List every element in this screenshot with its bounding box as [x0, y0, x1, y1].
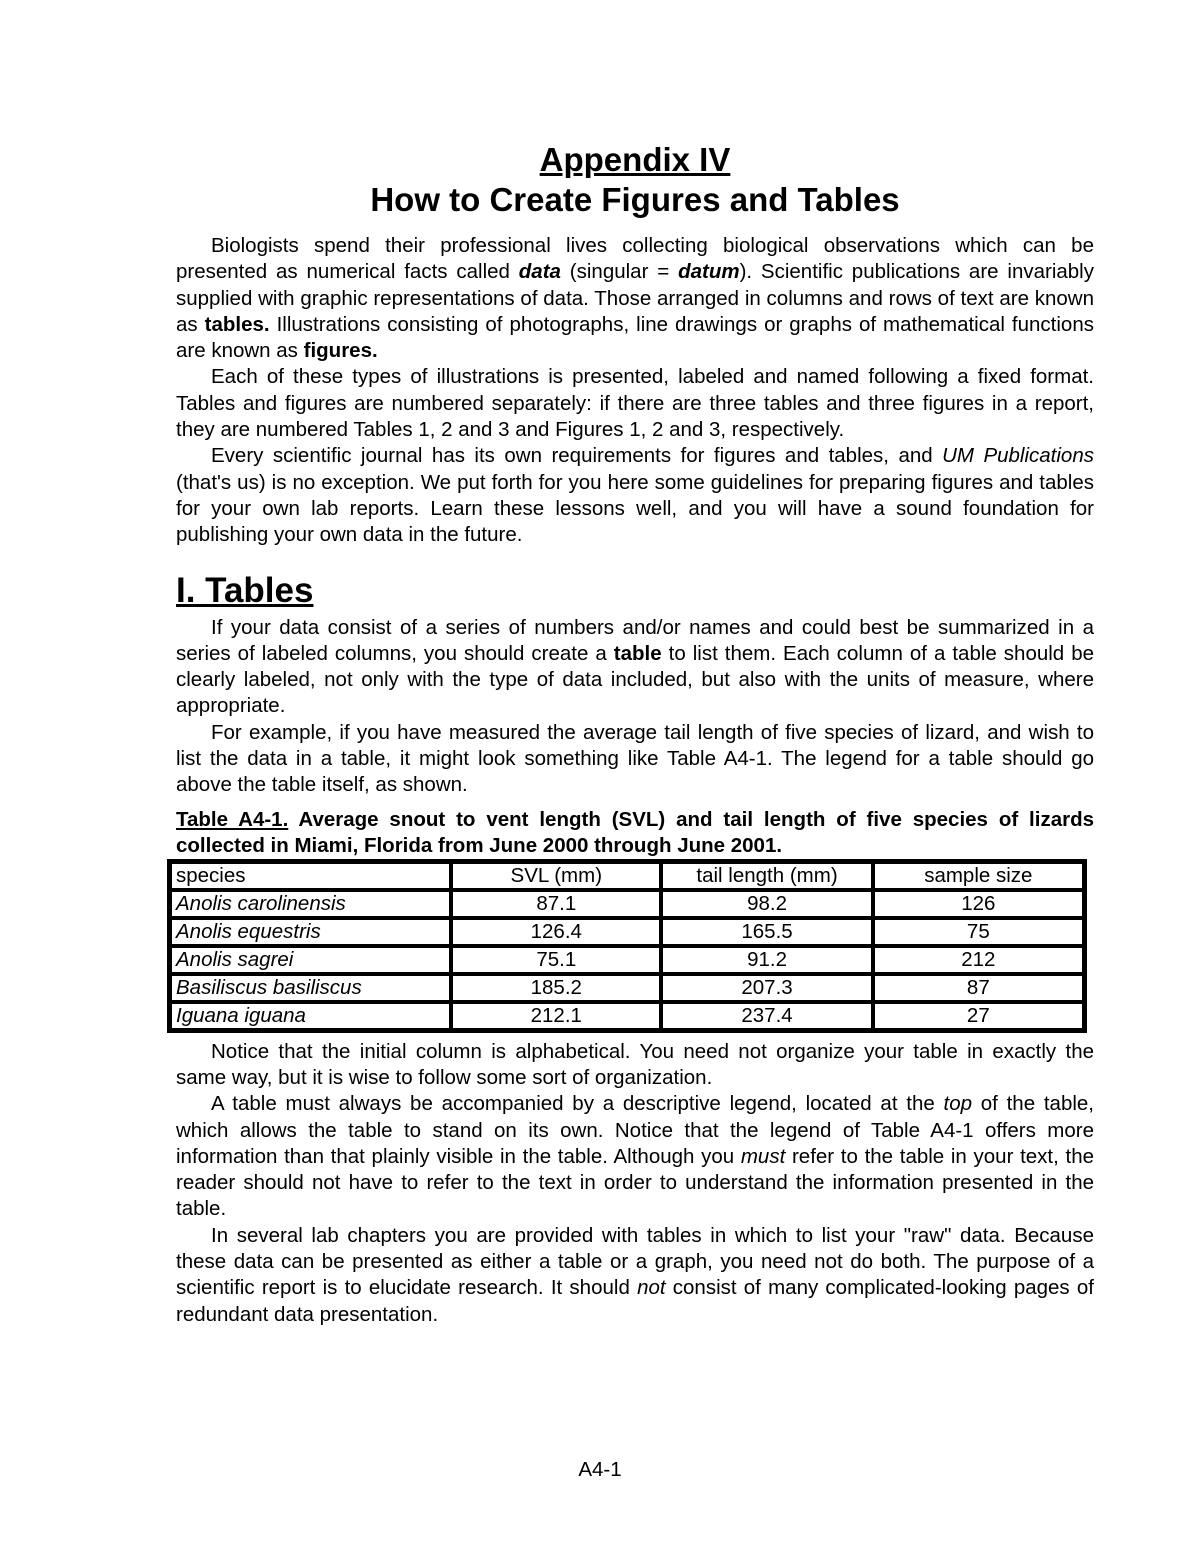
- tables-paragraph-5: [176, 1223, 1094, 1328]
- table-header-cell: SVL (mm): [451, 862, 661, 890]
- table-row: [170, 974, 1084, 1002]
- tables-paragraph-3: Notice that the initial column is alphabetical. You need not organize your table in exactly the same way, but it is wise to follow some sort of organization.: [176, 1039, 1094, 1089]
- section-heading-tables: I. Tables: [176, 570, 314, 610]
- table-cell: 75.1: [451, 946, 661, 974]
- text-run: Biologists spend their professional lives collecting biological observations which can be presented as numerical facts called: [176, 234, 1094, 284]
- table-cell: 87: [873, 974, 1084, 1002]
- document-page: [176, 140, 1094, 1328]
- text-run: of the table, which allows the table to stand on its own. Notice that the legend of Table A4-1 offers more information than that plainly visible in the table. Although you: [176, 1092, 1094, 1168]
- term-datum: datum: [678, 260, 740, 284]
- table-cell: 91.2: [661, 946, 872, 974]
- table-cell-species: Basiliscus basiliscus: [170, 974, 451, 1002]
- table-header-cell: tail length (mm): [661, 862, 872, 890]
- table-cell: 98.2: [661, 890, 872, 918]
- table-cell: 165.5: [661, 918, 872, 946]
- table-legend-text: Average snout to vent length (SVL) and tail length of five species of lizards collected in Miami, Florida from June 2000 through June 2001.: [176, 807, 1094, 857]
- text-run: to list them. Each column of a table should be clearly labeled, not only with the type of data included, but also with the units of measure, where appropriate.: [176, 641, 1095, 718]
- text-run: (singular =: [560, 260, 679, 284]
- page-number: A4-1: [578, 1458, 622, 1481]
- emphasis-not: not: [637, 1276, 666, 1300]
- table-cell-species: Anolis equestris: [170, 918, 451, 946]
- intro-paragraph-2: Each of these types of illustrations is presented, labeled and named following a fixed format. Tables and figures are numbered separately: if there are three tables and three figures in a report, they are numbered Tables 1, 2 and 3 and Figures 1, 2 and 3, respectively.: [176, 365, 1094, 442]
- text-run: ). Scientific publications are invariably supplied with graphic representations of data. Those arranged in columns and rows of text are known as: [176, 260, 1094, 336]
- text-run: refer to the table in your text, the reader should not have to refer to the text in order to understand the information presented in the table.: [176, 1144, 1094, 1221]
- lizard-data-table: [167, 859, 1087, 1033]
- term-figures: figures.: [303, 339, 378, 363]
- text-run: (that's us) is no exception. We put forth for you here some guidelines for preparing figures and tables for your own lab reports. Learn these lessons well, and you will have a sound foundation for publishing your own data in the future.: [176, 470, 1094, 547]
- table-header-cell: species: [170, 862, 451, 890]
- table-cell: 126.4: [451, 918, 661, 946]
- table-cell: 237.4: [661, 1002, 872, 1030]
- title-block: [176, 140, 1094, 220]
- table-cell-species: Anolis sagrei: [170, 946, 451, 974]
- term-data: data: [518, 260, 561, 284]
- table-cell: 126: [873, 890, 1084, 918]
- term-table: table: [613, 641, 662, 665]
- table-cell: 212: [873, 946, 1084, 974]
- intro-section: [176, 233, 1094, 549]
- tables-section: [176, 615, 1094, 1328]
- table-cell-species: Anolis carolinensis: [170, 890, 451, 918]
- table-cell: 207.3: [661, 974, 872, 1002]
- tables-paragraph-1: [176, 615, 1094, 720]
- table-cell-species: Iguana iguana: [170, 1002, 451, 1030]
- table-cell: 87.1: [451, 890, 661, 918]
- table-row: [170, 946, 1084, 974]
- emphasis-must: must: [740, 1144, 786, 1168]
- text-run: A table must always be accompanied by a descriptive legend, located at the: [211, 1092, 944, 1116]
- table-cell: 75: [873, 918, 1084, 946]
- emphasis-top: top: [943, 1092, 973, 1116]
- table-row: [170, 918, 1084, 946]
- appendix-title: Appendix IV: [539, 141, 731, 178]
- table-row: [170, 890, 1084, 918]
- table-cell: 27: [873, 1002, 1084, 1030]
- text-run: In several lab chapters you are provided with tables in which to list your "raw" data. Because these data can be presented as either a table or a graph, you need not do both. The purpose of a scientific report is to elucidate research. It should: [176, 1223, 1094, 1300]
- table-cell: 212.1: [451, 1002, 661, 1030]
- table-legend: [176, 807, 1094, 859]
- intro-paragraph-1: [176, 233, 1094, 364]
- text-run: Every scientific journal has its own requirements for figures and tables, and: [211, 444, 943, 468]
- term-tables: tables.: [204, 312, 270, 336]
- table-cell: 185.2: [451, 974, 661, 1002]
- page-title: How to Create Figures and Tables: [370, 181, 900, 218]
- table-legend-label: Table A4-1.: [176, 807, 289, 831]
- text-run: Illustrations consisting of photographs, line drawings or graphs of mathematical functions are known as: [176, 312, 1094, 363]
- tables-paragraph-4: [176, 1091, 1094, 1222]
- text-run: If your data consist of a series of numbers and/or names and could best be summarized in a series of labeled columns, you should create a: [176, 615, 1094, 665]
- publication-name: UM Publications: [942, 444, 1094, 468]
- table-header-cell: sample size: [873, 862, 1084, 890]
- tables-paragraph-2: For example, if you have measured the average tail length of five species of lizard, and wish to list the data in a table, it might look something like Table A4-1. The legend for a table should go above the table itself, as shown.: [176, 720, 1094, 797]
- intro-paragraph-3: [176, 443, 1094, 548]
- text-run: consist of many complicated-looking pages of redundant data presentation.: [176, 1276, 1094, 1326]
- table-row: [170, 1002, 1084, 1030]
- table-header-row: [170, 862, 1084, 890]
